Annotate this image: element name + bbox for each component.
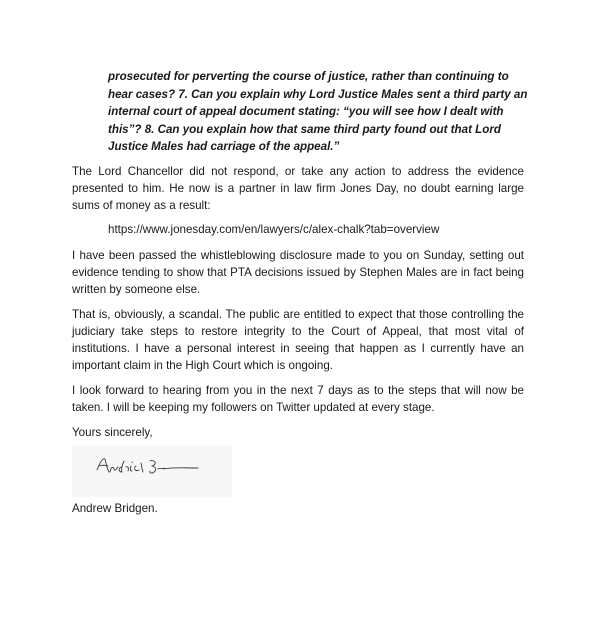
quoted-questions: prosecuted for perverting the course of justice, rather than continuing to hear cases? 7. Can you explain why Lord Justice Males sent a third party an internal court of appeal document stating: “you will see how I dealt with this”? 8. Can you explain how that same third party found out that Lord Justice Males had carriage of the appeal.” [108, 70, 528, 154]
closing-salutation: Yours sincerely, [72, 426, 153, 439]
paragraph-lord-chancellor: The Lord Chancellor did not respond, or take any action to address the evidence presented to him. He now is a partner in law firm Jones Day, no doubt earning large sums of money as a result: [72, 165, 524, 212]
paragraph-whistleblowing: I have been passed the whistleblowing disclosure made to you on Sunday, setting out evidence tending to show that PTA decisions issued by Stephen Males are in fact being written by someone else. [72, 249, 524, 296]
handwritten-signature [72, 445, 232, 497]
jones-day-link[interactable]: https://www.jonesday.com/en/lawyers/c/alex-chalk?tab=overview [108, 223, 440, 236]
paragraph-next-steps: I look forward to hearing from you in the next 7 days as to the steps that will now be taken. I will be keeping my followers on Twitter updated at every stage. [72, 384, 524, 414]
signatory-name: Andrew Bridgen. [72, 502, 158, 515]
paragraph-scandal: That is, obviously, a scandal. The public are entitled to expect that those controlling the judiciary take steps to restore integrity to the Court of Appeal, that most vital of institutions. I have a personal interest in seeing that happen as I currently have an important claim in the High Court which is ongoing. [72, 308, 524, 372]
